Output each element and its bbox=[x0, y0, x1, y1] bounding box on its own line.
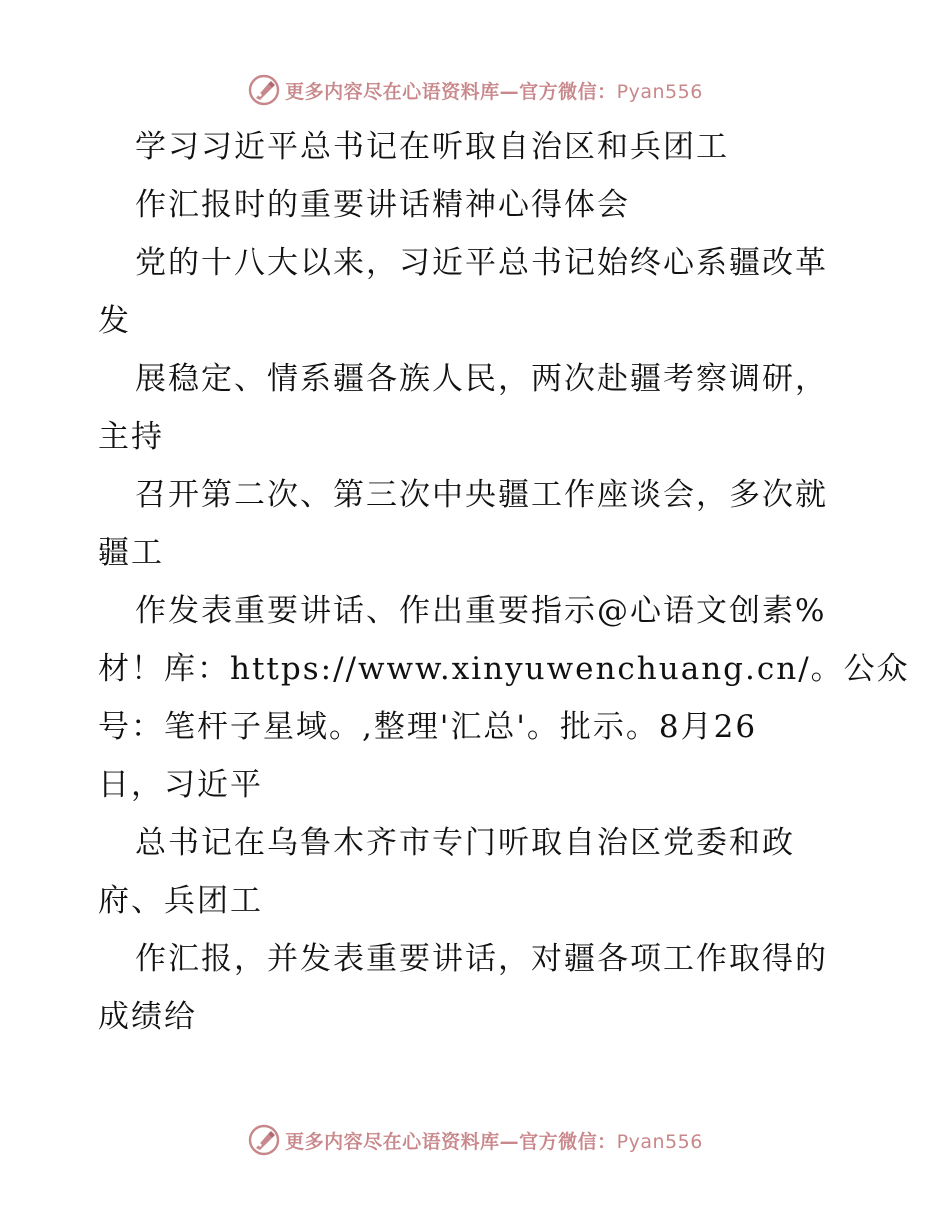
banner-wechat-id: Pyan556 bbox=[616, 1130, 703, 1153]
text-line: 作汇报时的重要讲话精神心得体会 bbox=[135, 187, 630, 223]
footer-banner bbox=[0, 1120, 950, 1160]
text-line: 号：笔杆子星域。,整理'汇总'。批示。8月26 bbox=[98, 709, 758, 745]
text-line: 材！库：https://www.xinyuwenchuang.cn/。公众 bbox=[98, 651, 910, 687]
text-line: 疆工 bbox=[98, 535, 164, 571]
text-line: 党的十八大以来，习近平总书记始终心系疆改革 bbox=[135, 245, 828, 281]
banner-label: 更多内容尽在心语资料库—官方微信： bbox=[285, 1130, 617, 1153]
banner-wechat-id: Pyan556 bbox=[616, 80, 703, 103]
text-line: 成绩给 bbox=[98, 999, 197, 1035]
text-line: 总书记在乌鲁木齐市专门听取自治区党委和政 bbox=[135, 825, 795, 861]
banner-label: 更多内容尽在心语资料库—官方微信： bbox=[285, 80, 617, 103]
text-line: 学习习近平总书记在听取自治区和兵团工 bbox=[135, 129, 729, 165]
text-line: 作汇报，并发表重要讲话，对疆各项工作取得的 bbox=[135, 941, 828, 977]
text-line: 主持 bbox=[98, 419, 164, 455]
text-line: 日，习近平 bbox=[98, 767, 263, 803]
text-line: 发 bbox=[98, 303, 131, 339]
text-line: 作发表重要讲话、作出重要指示@心语文创素% bbox=[135, 593, 827, 629]
document-body bbox=[98, 118, 910, 1046]
text-line: 展稳定、情系疆各族人民，两次赴疆考察调研， bbox=[135, 361, 828, 397]
banner-text bbox=[285, 77, 703, 104]
pen-nib-seal-icon bbox=[247, 73, 281, 107]
banner-text bbox=[285, 1127, 703, 1154]
text-line: 府、兵团工 bbox=[98, 883, 263, 919]
pen-nib-seal-icon bbox=[247, 1123, 281, 1157]
header-banner bbox=[0, 70, 950, 110]
text-line: 召开第二次、第三次中央疆工作座谈会，多次就 bbox=[135, 477, 828, 513]
